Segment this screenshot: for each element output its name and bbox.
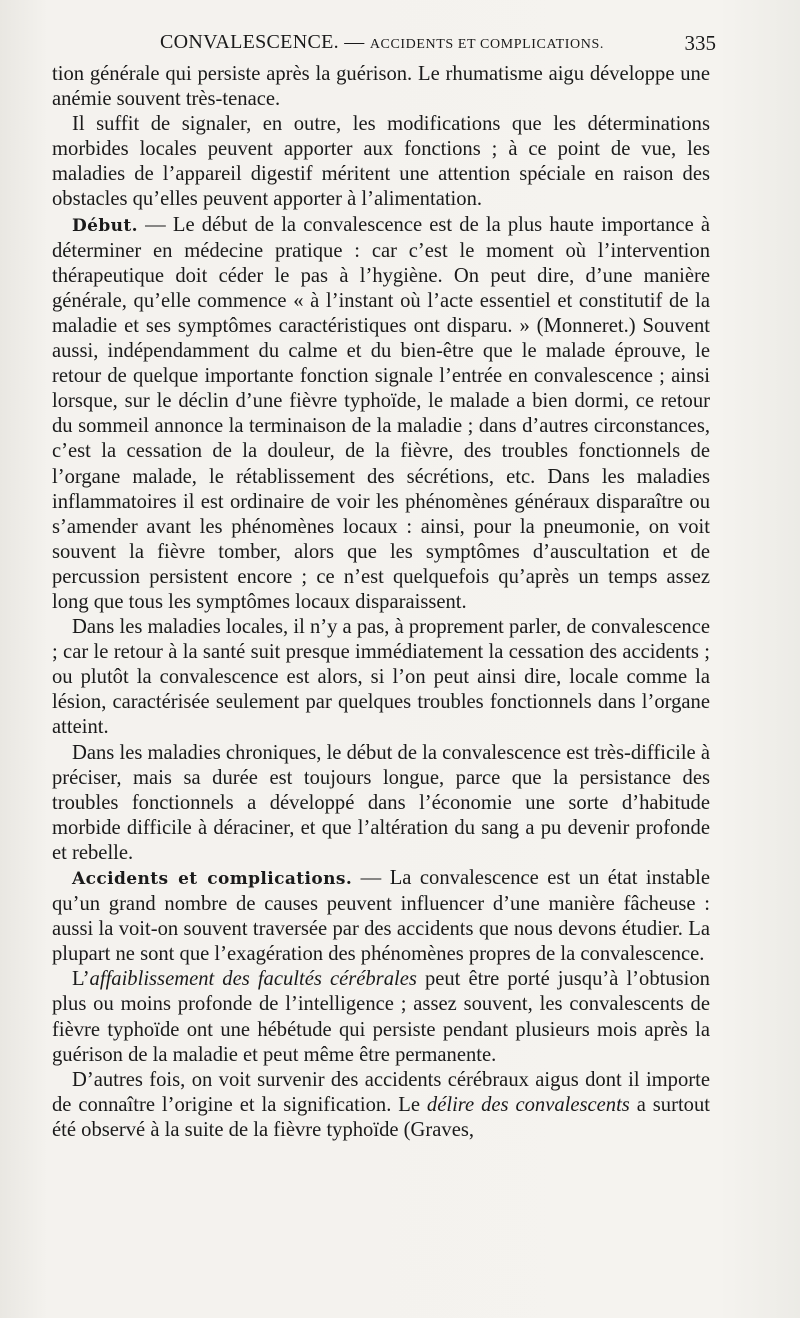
paragraph-accidents-text: — La convalescence est un état instable qu’un grand nombre de causes peuvent influencer d’une manière fâcheuse : aussi la voit-on souvent traversée par des accidents que nous devons étudier. La plupart ne sont que l’exagération des phénomènes propres de la convalescence. — [52, 867, 710, 966]
paragraph-1: tion générale qui persiste après la guérison. Le rhumatisme aigu développe une anémie souvent très-tenace. — [52, 63, 710, 111]
section-heading-accidents: Accidents et complications. — [72, 869, 353, 889]
paragraph-debut-text: — Le début de la convalescence est de la plus haute importance à déterminer en médecine pratique : car c’est le moment où l’intervention thérapeutique doit céder le pas à l’hygiène. On peut dire, d’une manière générale, qu’elle commence « à l’instant où l’acte essentiel et constitutif de la maladie et ses symptômes caractéristiques ont disparu. » (Monneret.) Souvent aussi, indépendamment du calme et du bien-être que le malade éprouve, le retour de quelque importante fonction signale l’entrée en convalescence ; ainsi lorsque, sur le déclin d’une fièvre typhoïde, le malade a bien dormi, ce retour du sommeil annonce la terminaison de la maladie ; dans d’autres circonstances, c’est la cessation de la douleur, de la fièvre, des troubles fonctionnels de l’organe malade, le rétablissement des sécrétions, etc. Dans les maladies inflammatoires il est ordinaire de voir les phénomènes généraux disparaître ou s’amender avant les phénomènes locaux : ainsi, pour la pneumonie, on voit souvent la fièvre tomber, alors que les symptômes d’auscultation et de percussion persistent encore ; ce n’est quelquefois qu’après un temps assez long que tous les symptômes locaux disparaissent. — [52, 213, 710, 613]
paragraph-2: Il suffit de signaler, en outre, les modifications que les déterminations morbides locales peuvent apporter aux fonctions ; à ce point de vue, les maladies de l’appareil digestif méritent une attention spéciale en raison des obstacles qu’elles peuvent apporter à l’alimentation. — [52, 113, 710, 211]
paragraph-4: Dans les maladies locales, il n’y a pas, à proprement parler, de convalescence ; car le retour à la santé suit presque immédiatement la cessation des accidents ; ou plutôt la convalescence est alors, si l’on peut ainsi dire, locale comme la lésion, caractérisée seulement par quelques troubles fonctionnels dans l’organe atteint. — [52, 616, 710, 739]
running-head — [52, 31, 716, 57]
paragraph-7-lead: L’ — [72, 968, 90, 991]
page-number: 335 — [684, 31, 716, 55]
header-dash: — — [338, 31, 370, 53]
paragraph-7-text: peut être porté jusqu’à l’obtusion plus ou moins profonde de l’intelligence ; assez souvent, les convalescents de fièvre typhoïde ont une hébétude qui persiste pendant plusieurs mois après la guérison de la maladie et peut même être permanente. — [52, 968, 710, 1066]
paragraph-8 — [52, 1068, 710, 1143]
paragraph-debut — [52, 213, 710, 616]
body-text — [52, 62, 710, 1143]
paragraph-8-italic: délire des convalescents — [426, 1093, 630, 1116]
section-heading-debut: Début. — [72, 215, 138, 236]
running-title — [52, 31, 712, 54]
paragraph-8-text: D’autres fois, on voit survenir des accidents cérébraux aigus dont il importe de connaître l’origine et la signification. Le — [52, 1068, 710, 1116]
header-title: CONVALESCENCE. — [160, 31, 339, 53]
paragraph-7 — [52, 967, 710, 1067]
paragraph-accidents — [52, 866, 710, 967]
paragraph-8-text-end: a surtout été observé à la suite de la fièvre typhoïde (Graves, — [52, 1093, 710, 1141]
paragraph-5: Dans les maladies chroniques, le début de la convalescence est très-difficile à préciser, mais sa durée est toujours longue, parce que la persistance des troubles fonctionnels a développé dans l’économie une sorte d’habitude morbide difficile à déraciner, et que l’altération du sang a pu devenir profonde et rebelle. — [52, 741, 710, 864]
paragraph-7-italic: affaiblissement des facultés cérébrales — [89, 968, 417, 991]
header-subtitle: ACCIDENTS ET COMPLICATIONS. — [369, 37, 604, 52]
